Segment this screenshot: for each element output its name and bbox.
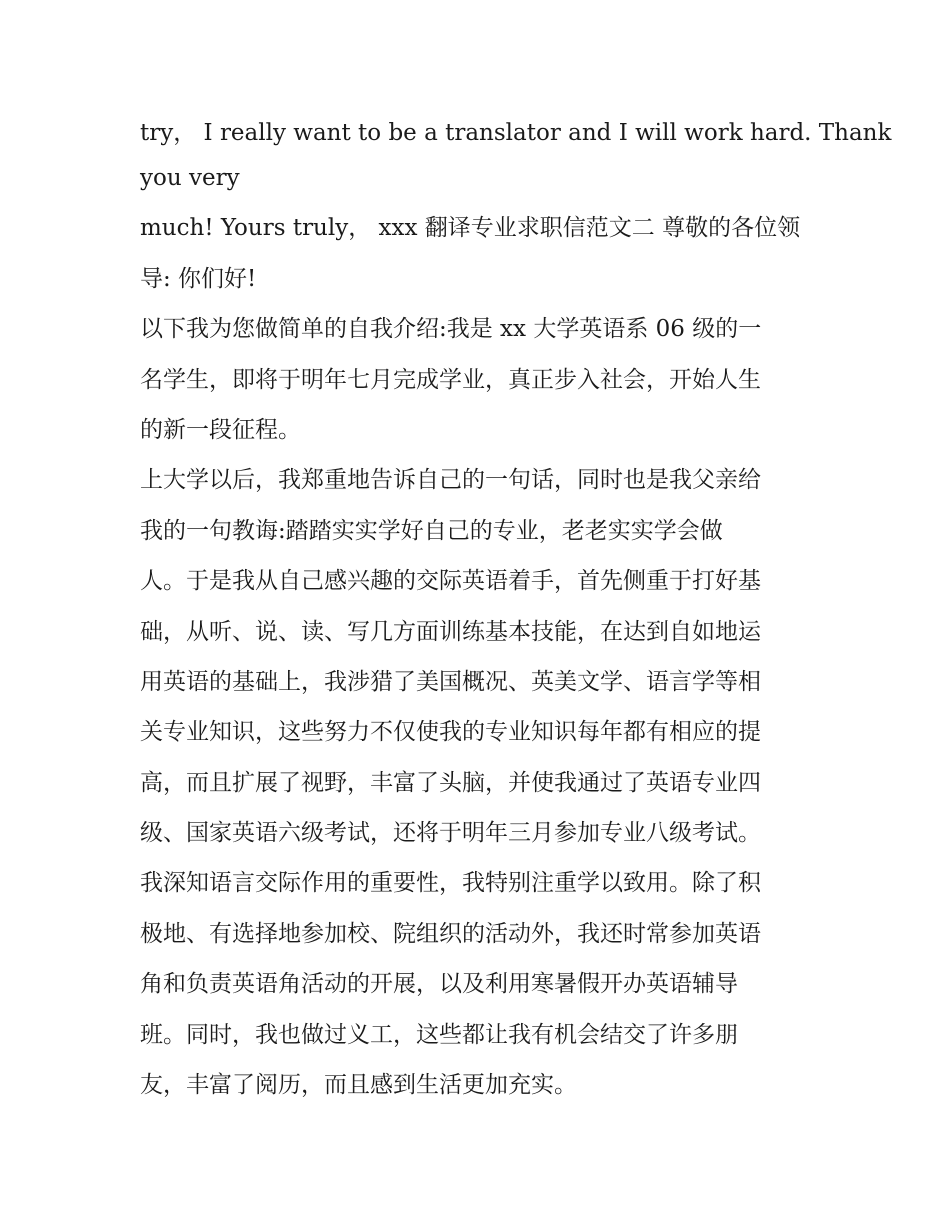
text-line: 我的一句教诲:踏踏实实学好自己的专业，老老实实学会做 [140,517,723,544]
text-line: 我深知语言交际作用的重要性，我特别注重学以致用。除了积 [140,870,761,897]
text-line: 名学生，即将于明年七月完成学业，真正步入社会，开始人生 [140,366,761,393]
text-line: 用英语的基础上，我涉猎了美国概况、英美文学、语言学等相 [140,668,761,695]
text-line: 上大学以后，我郑重地告诉自己的一句话，同时也是我父亲给 [140,467,761,494]
text-line: 导: 你们好! [140,265,257,292]
text-line: 高，而且扩展了视野，丰富了头脑，并使我通过了英语专业四 [140,769,761,796]
text-line: 以下我为您做简单的自我介绍:我是 xx 大学英语系 06 级的一 [140,316,762,343]
text-line: 班。同时，我也做过义工，这些都让我有机会结交了许多朋 [140,1021,738,1048]
text-line: 级、国家英语六级考试，还将于明年三月参加专业八级考试。 [140,820,761,847]
text-line: you very [140,165,240,191]
text-line: 关专业知识，这些努力不仅使我的专业知识每年都有相应的提 [140,719,761,746]
text-line: much! Yours truly， xxx 翻译专业求职信范文二 尊敬的各位领 [140,215,801,242]
letter-body [140,108,892,1110]
text-line: 友，丰富了阅历，而且感到生活更加充实。 [140,1072,577,1099]
text-line: try， I really want to be a translator and I will work hard. Thank [140,120,892,146]
text-line: 角和负责英语角活动的开展，以及利用寒暑假开办英语辅导 [140,971,738,998]
text-line: 的新一段征程。 [140,416,301,443]
text-line: 础，从听、说、读、写几方面训练基本技能，在达到自如地运 [140,618,761,645]
text-line: 人。于是我从自己感兴趣的交际英语着手，首先侧重于打好基 [140,568,761,595]
text-line: 极地、有选择地参加校、院组织的活动外，我还时常参加英语 [140,920,761,947]
